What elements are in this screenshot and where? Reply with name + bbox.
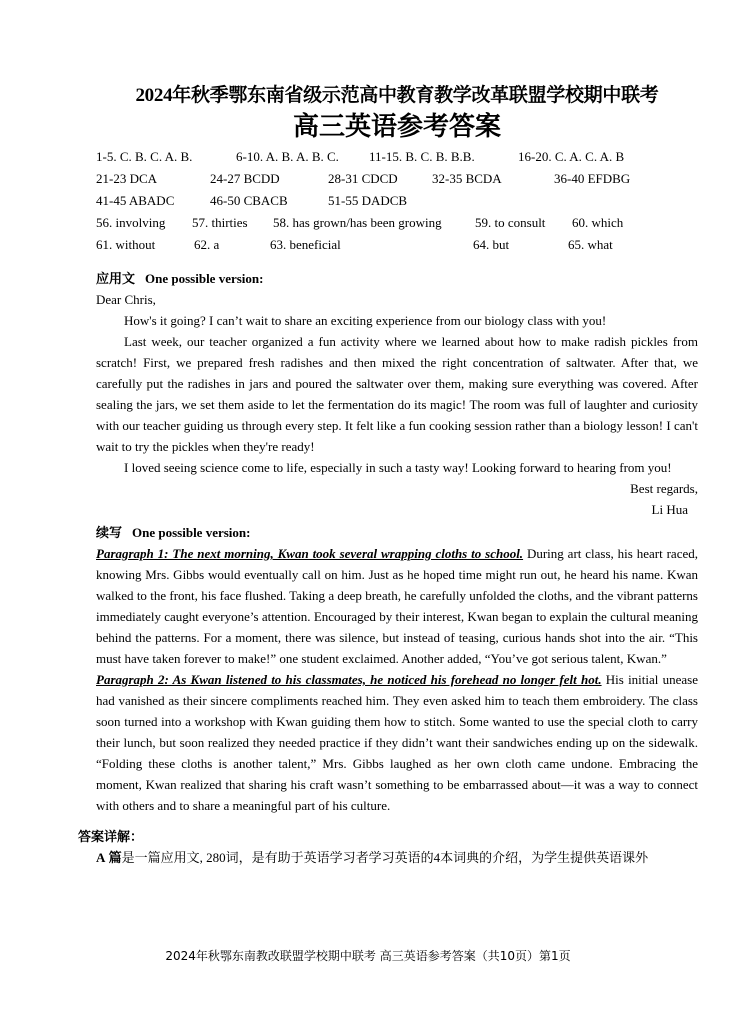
answer-group: 46-50 CBACB <box>210 193 288 208</box>
letter-greeting: Dear Chris, <box>96 292 156 307</box>
section-subheading: One possible version: <box>145 271 264 286</box>
answer-group: 61. without <box>96 237 156 252</box>
answer-group: 11-15. B. C. B. B.B. <box>369 149 475 164</box>
answer-group: 36-40 EFDBG <box>554 171 631 186</box>
answer-group: 64. but <box>473 237 510 252</box>
answer-group: 56. involving <box>96 215 166 230</box>
answer-row <box>96 234 698 256</box>
letter-paragraph: How's it going? I can’t wait to share an exciting experience from our biology class with you! <box>124 313 607 328</box>
letter-closing: Best regards, <box>630 481 698 496</box>
section-label: 应用文 <box>96 271 136 286</box>
letter-paragraph: I loved seeing science come to life, especially in such a tasty way! Looking forward to hearing from you! <box>124 460 672 475</box>
details-item <box>96 847 698 868</box>
answer-group: 51-55 DADCB <box>328 193 408 208</box>
continuation-section <box>96 522 698 816</box>
paragraph-body: During art class, his heart raced, knowing Mrs. Gibbs would eventually call on him. Just as he hoped time might run out, he heard his name. Kwan walked to the front, his face flushed. Taking a deep breath, he carefully unfolded the cloths, and the vibrant patterns immediately caught everyone’s attention. Encouraged by their interest, Kwan began to explain the cultural meaning behind the patterns. For a moment, there was silence, but instead of teasing, curious hands shot into the air. “This must have taken forever to make!” one student exclaimed. Another added, “You’ve got serious talent, Kwan.” <box>96 546 698 666</box>
answer-group: 65. what <box>568 237 613 252</box>
answer-row <box>96 146 698 168</box>
section-subheading: One possible version: <box>132 525 251 540</box>
answer-row <box>96 190 698 212</box>
paragraph-lead: Paragraph 1: The next morning, Kwan took several wrapping cloths to school. <box>96 546 524 561</box>
answer-group: 16-20. C. A. C. A. B <box>518 149 625 164</box>
answer-group: 63. beneficial <box>270 237 341 252</box>
details-item-text: 是一篇应用文, 280词，是有助于英语学习者学习英语的4本词典的介绍，为学生提供英语课外 <box>121 850 649 865</box>
answer-group: 41-45 ABADC <box>96 193 175 208</box>
exam-title: 2024年秋季鄂东南省级示范高中教育教学改革联盟学校期中联考 <box>135 85 659 106</box>
section-heading <box>96 268 698 289</box>
answer-group: 1-5. C. B. C. A. B. <box>96 149 193 164</box>
section-label: 续写 <box>96 525 123 540</box>
letter-section <box>96 268 698 520</box>
answer-page <box>78 82 698 868</box>
letter-signature: Li Hua <box>651 502 688 517</box>
section-heading <box>96 522 698 543</box>
details-item-label-suffix: 篇 <box>108 850 122 865</box>
details-heading: 答案详解： <box>78 829 144 844</box>
answer-row <box>96 168 698 190</box>
answer-group: 28-31 CDCD <box>328 171 398 186</box>
answer-group: 58. has grown/has been growing <box>273 215 442 230</box>
details-item-label: A <box>96 850 106 865</box>
answer-group: 6-10. A. B. A. B. C. <box>236 149 339 164</box>
answer-group: 59. to consult <box>475 215 546 230</box>
answer-group: 21-23 DCA <box>96 171 158 186</box>
story-paragraph-2 <box>96 669 698 816</box>
paragraph-lead: Paragraph 2: As Kwan listened to his classmates, he noticed his forehead no longer felt hot. <box>96 672 602 687</box>
answer-group: 62. a <box>194 237 220 252</box>
story-paragraph-1 <box>96 543 698 669</box>
letter-paragraph: Last week, our teacher organized a fun activity where we learned about how to make radish pickles from scratch! First, we prepared fresh radishes and then mixed the right concentration of saltwater. After that, we carefully put the radishes in jars and poured the saltwater over them, making sure everything was covered. After sealing the jars, we set them aside to let the fermentation do its magic! The room was full of laughter and curiosity with our teacher guiding us through every step. It felt like a fun cooking session rather than a biology lesson! I can't wait to try the pickles when they're ready! <box>96 334 698 454</box>
answer-group: 57. thirties <box>192 215 248 230</box>
answer-key <box>96 146 698 256</box>
paragraph-body: His initial unease had vanished as their sincere compliments reached him. They even asked him to teach them embroidery. The class soon turned into a workshop with Kwan guiding them how to stitch. Some wanted to use the special cloth to carry their lunch, but soon realized they needed practice if they didn’t want their sandwiches ending up on the sidewalk. “Folding these cloths is another talent,” Mrs. Gibbs laughed as her own cloth came undone. Embracing the moment, Kwan realized that sharing his craft wasn’t something to be embarrassed about—it was a way to connect with others and to share a meaningful part of his culture. <box>96 672 698 813</box>
page-title: 高三英语参考答案 <box>292 112 501 141</box>
details-section <box>78 826 698 868</box>
answer-group: 60. which <box>572 215 624 230</box>
answer-row <box>96 212 698 234</box>
answer-group: 24-27 BCDD <box>210 171 280 186</box>
answer-group: 32-35 BCDA <box>432 171 502 186</box>
page-footer: 2024年秋鄂东南教改联盟学校期中联考 高三英语参考答案（共10页）第1页 <box>165 949 571 963</box>
